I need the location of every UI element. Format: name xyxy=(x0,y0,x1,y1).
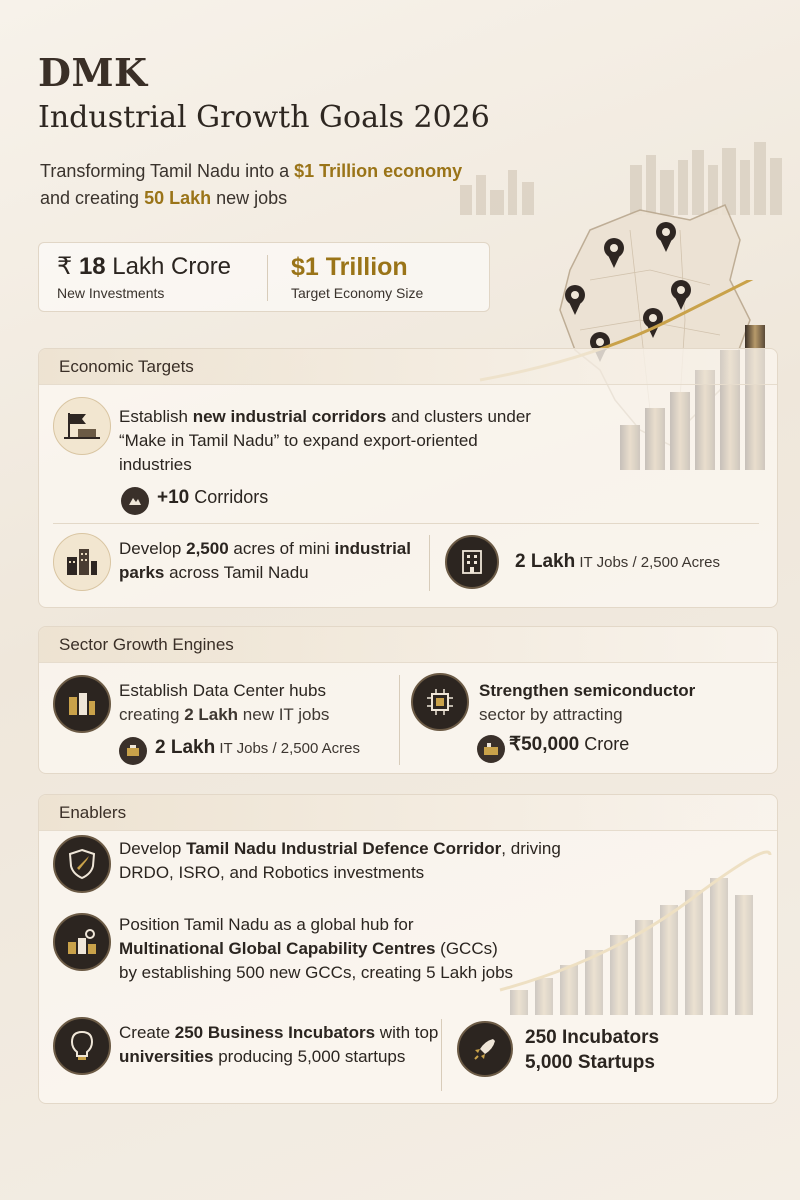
corridor-metric-icon xyxy=(121,487,149,515)
section-heading: Enablers xyxy=(39,795,777,831)
key-stats-card xyxy=(38,242,490,312)
shield-rocket-icon xyxy=(53,835,111,893)
it-jobs-metric: 2 Lakh IT Jobs / 2,500 Acres xyxy=(515,551,721,572)
economic-targets-section xyxy=(38,348,778,608)
incubators-metric: 250 Incubators 5,000 Startups xyxy=(525,1027,660,1073)
enablers-section xyxy=(38,794,778,1104)
industrial-parks-description: Develop 2,500 acres of mini industrial parks across Tamil Nadu xyxy=(119,539,411,582)
page-title: Industrial Growth Goals 2026 xyxy=(38,100,490,135)
incubators-description: Create 250 Business Incubators with top universities producing 5,000 startups xyxy=(119,1023,439,1066)
page-subtitle: Transforming Tamil Nadu into a $1 Trillion economy and creating 50 Lakh new jobs xyxy=(40,161,463,208)
corridor-metric: +10 Corridors xyxy=(157,487,269,508)
lightbulb-icon xyxy=(53,1017,111,1075)
flag-industry-icon xyxy=(53,397,111,455)
defence-corridor-description: Develop Tamil Nadu Industrial Defence Corridor, driving DRDO, ISRO, and Robotics investments xyxy=(119,839,561,882)
rocket-icon xyxy=(457,1021,513,1077)
factory-gear-icon xyxy=(53,913,111,971)
divider xyxy=(53,523,759,524)
office-building-icon xyxy=(445,535,499,589)
stat-economy-size: $1 Trillion Target Economy Size xyxy=(291,253,424,301)
divider xyxy=(399,675,400,765)
stat-label: New Investments xyxy=(57,285,165,301)
stat-investments: ₹ 18 Lakh Crore New Investments xyxy=(57,253,232,301)
semiconductor-description: Strengthen semiconductor sector by attracting xyxy=(479,681,696,724)
corridor-description: Establish new industrial corridors and clusters under “Make in Tamil Nadu” to expand export-oriented industries xyxy=(119,407,531,474)
brand-logo-text: DMK xyxy=(38,50,148,95)
semiconductor-metric-icon xyxy=(477,735,505,763)
data-center-description: Establish Data Center hubs creating 2 Lakh new IT jobs xyxy=(119,681,330,724)
data-center-metric: 2 Lakh IT Jobs / 2,500 Acres xyxy=(155,737,361,758)
divider xyxy=(441,1019,442,1091)
divider xyxy=(267,255,268,301)
section-heading: Economic Targets xyxy=(39,349,777,385)
stat-label: Target Economy Size xyxy=(291,285,424,301)
divider xyxy=(429,535,430,591)
data-center-icon xyxy=(53,675,111,733)
sector-growth-section xyxy=(38,626,778,774)
section-heading: Sector Growth Engines xyxy=(39,627,777,663)
buildings-icon xyxy=(53,533,111,591)
chip-icon xyxy=(411,673,469,731)
data-center-metric-icon xyxy=(119,737,147,765)
gcc-description: Position Tamil Nadu as a global hub for Multinational Global Capability Centres (GCCs) by establishing 500 new GCCs, creating 5 Lakh jobs xyxy=(119,915,514,982)
semiconductor-metric: ₹50,000 Crore xyxy=(509,734,630,755)
